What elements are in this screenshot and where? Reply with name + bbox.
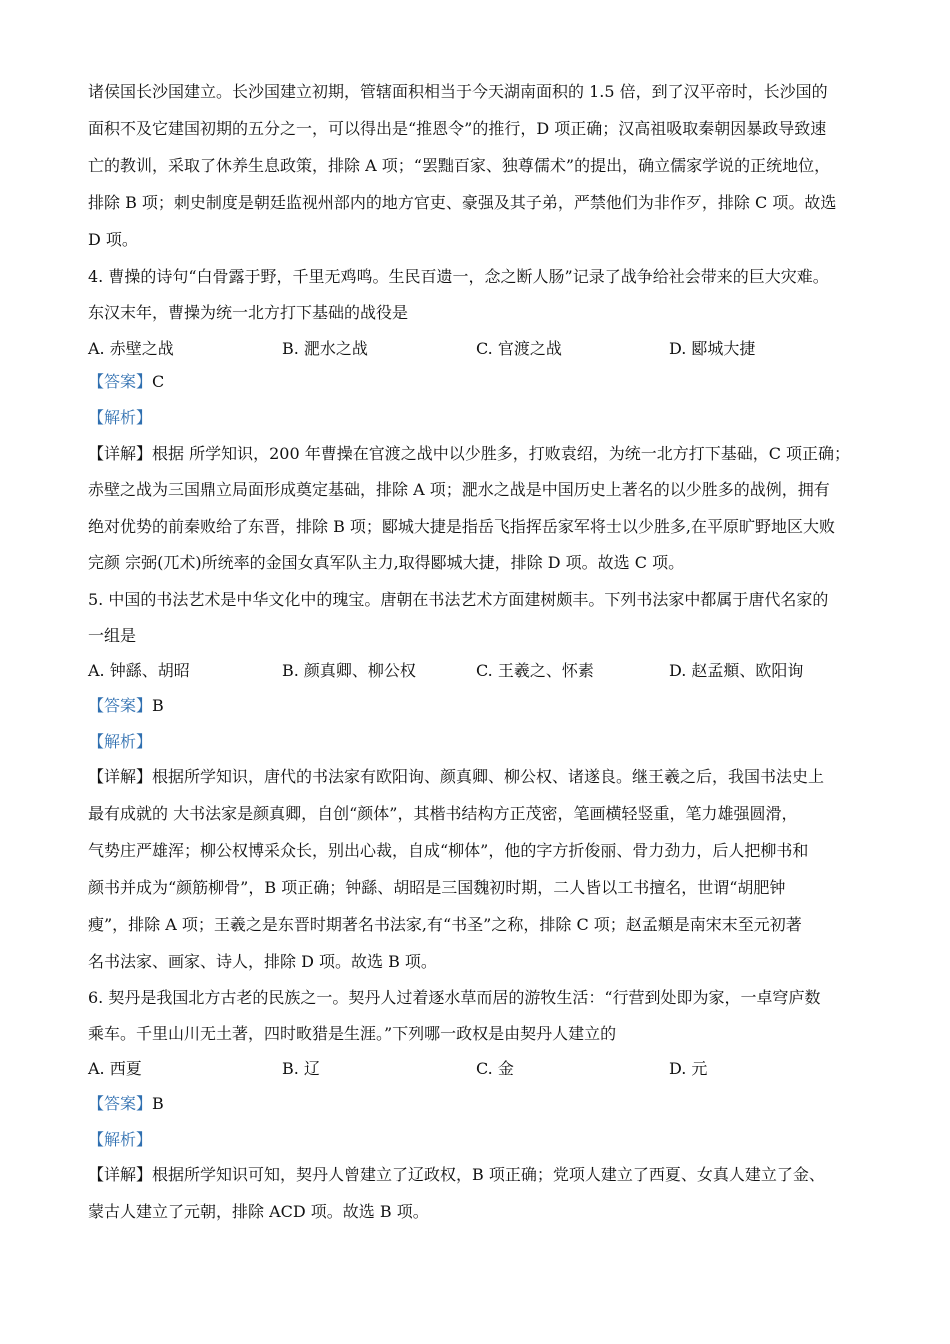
answer-tag: 【答案】 xyxy=(88,372,153,391)
answer-tag: 【答案】 xyxy=(88,696,153,715)
q4-option-a: A. 赤壁之战 xyxy=(88,339,174,358)
detail-tag: 【详解】 xyxy=(88,444,153,463)
q5-detail-line: 气势庄严雄浑；柳公权博采众长，别出心裁，自成“柳体”，他的字方折俊丽、骨力劲力，后人把柳书和 xyxy=(88,841,809,860)
q5-detail-line: 名书法家、画家、诗人，排除 D 项。故选 B 项。 xyxy=(88,952,437,971)
q6-detail-line: 蒙古人建立了元朝，排除 ACD 项。故选 B 项。 xyxy=(88,1202,429,1221)
q5-detail-line: 颜书并成为“颜筋柳骨”，B 项正确；钟繇、胡昭是三国魏初时期，二人皆以工书擅名，世谓“胡肥钟 xyxy=(88,878,786,897)
q6-option-c: C. 金 xyxy=(476,1059,514,1078)
answer-value: C xyxy=(152,372,165,391)
q4-detail-line: 绝对优势的前秦败给了东晋，排除 B 项；郾城大捷是指岳飞指挥岳家军将士以少胜多,在平原旷野地区大败 xyxy=(88,517,836,536)
q6-option-b: B. 辽 xyxy=(282,1059,320,1078)
intro-line: 面积不及它建国初期的五分之一，可以得出是“推恩令”的推行，D 项正确；汉高祖吸取秦朝因暴政导致速 xyxy=(88,119,827,138)
q6-answer xyxy=(88,1093,164,1115)
q5-detail-line: 瘦”，排除 A 项；王羲之是东晋时期著名书法家,有“书圣”之称，排除 C 项；赵孟頫是南宋末至元初著 xyxy=(88,915,802,934)
q5-option-d: D. 赵孟頫、欧阳询 xyxy=(669,661,804,680)
q5-analysis-tag xyxy=(88,731,152,753)
answer-tag: 【答案】 xyxy=(88,1094,153,1113)
analysis-tag: 【解析】 xyxy=(88,732,153,751)
answer-value: B xyxy=(152,696,164,715)
q4-stem-line: 4. 曹操的诗句“白骨露于野，千里无鸡鸣。生民百遗一，念之断人肠”记录了战争给社会带来的巨大灾难。 xyxy=(88,267,829,286)
intro-line: D 项。 xyxy=(88,230,138,249)
q6-detail-line xyxy=(88,1164,825,1186)
q4-option-d: D. 郾城大捷 xyxy=(669,339,756,358)
detail-tag: 【详解】 xyxy=(88,1165,153,1184)
q5-stem-line: 5. 中国的书法艺术是中华文化中的瑰宝。唐朝在书法艺术方面建树颇丰。下列书法家中都属于唐代名家的 xyxy=(88,590,829,609)
answer-value: B xyxy=(152,1094,164,1113)
q6-option-a: A. 西夏 xyxy=(88,1059,142,1078)
q5-detail-line: 最有成就的 大书法家是颜真卿，自创“颜体”，其楷书结构方正茂密，笔画横轻竖重，笔力雄强圆滑， xyxy=(88,804,798,823)
detail-tag: 【详解】 xyxy=(88,767,153,786)
q5-answer xyxy=(88,695,164,717)
q6-option-d: D. 元 xyxy=(669,1059,708,1078)
q5-stem-line: 一组是 xyxy=(88,626,137,645)
q6-stem-line: 6. 契丹是我国北方古老的民族之一。契丹人过着逐水草而居的游牧生活：“行营到处即为家，一卓穹庐数 xyxy=(88,988,821,1007)
detail-text: 根据所学知识可知，契丹人曾建立了辽政权，B 项正确；党项人建立了西夏、女真人建立了金、 xyxy=(152,1165,825,1184)
q5-option-b: B. 颜真卿、柳公权 xyxy=(282,661,416,680)
q4-option-c: C. 官渡之战 xyxy=(476,339,562,358)
intro-line: 亡的教训，采取了休养生息政策，排除 A 项；“罢黜百家、独尊儒术”的提出，确立儒家学说的正统地位， xyxy=(88,156,831,175)
q4-detail-line xyxy=(88,443,850,465)
detail-text: 根据所学知识，唐代的书法家有欧阳询、颜真卿、柳公权、诸遂良。继王羲之后，我国书法史上 xyxy=(152,767,825,786)
detail-text: 根据 所学知识，200 年曹操在官渡之战中以少胜多，打败袁绍，为统一北方打下基础，C 项正确； xyxy=(152,444,851,463)
analysis-tag: 【解析】 xyxy=(88,408,153,427)
intro-line: 诸侯国长沙国建立。长沙国建立初期，管辖面积相当于今天湖南面积的 1.5 倍，到了汉平帝时，长沙国的 xyxy=(88,82,828,101)
intro-line: 排除 B 项；刺史制度是朝廷监视州部内的地方官吏、豪强及其子弟，严禁他们为非作歹，排除 C 项。故选 xyxy=(88,193,837,212)
q5-option-c: C. 王羲之、怀素 xyxy=(476,661,594,680)
q4-detail-line: 赤壁之战为三国鼎立局面形成奠定基础，排除 A 项；淝水之战是中国历史上著名的以少胜多的战例，拥有 xyxy=(88,480,830,499)
q4-answer xyxy=(88,371,164,393)
q4-detail-line: 完颜 宗弼(兀术)所统率的金国女真军队主力,取得郾城大捷，排除 D 项。故选 C 项。 xyxy=(88,553,685,572)
analysis-tag: 【解析】 xyxy=(88,1130,153,1149)
q4-stem-line: 东汉末年，曹操为统一北方打下基础的战役是 xyxy=(88,303,409,322)
q5-option-a: A. 钟繇、胡昭 xyxy=(88,661,190,680)
q4-option-b: B. 淝水之战 xyxy=(282,339,368,358)
q5-detail-line xyxy=(88,766,824,788)
q6-analysis-tag xyxy=(88,1129,152,1151)
q6-stem-line: 乘车。千里山川无土著，四时畋猎是生涯。”下列哪一政权是由契丹人建立的 xyxy=(88,1024,617,1043)
q4-analysis-tag xyxy=(88,407,152,429)
